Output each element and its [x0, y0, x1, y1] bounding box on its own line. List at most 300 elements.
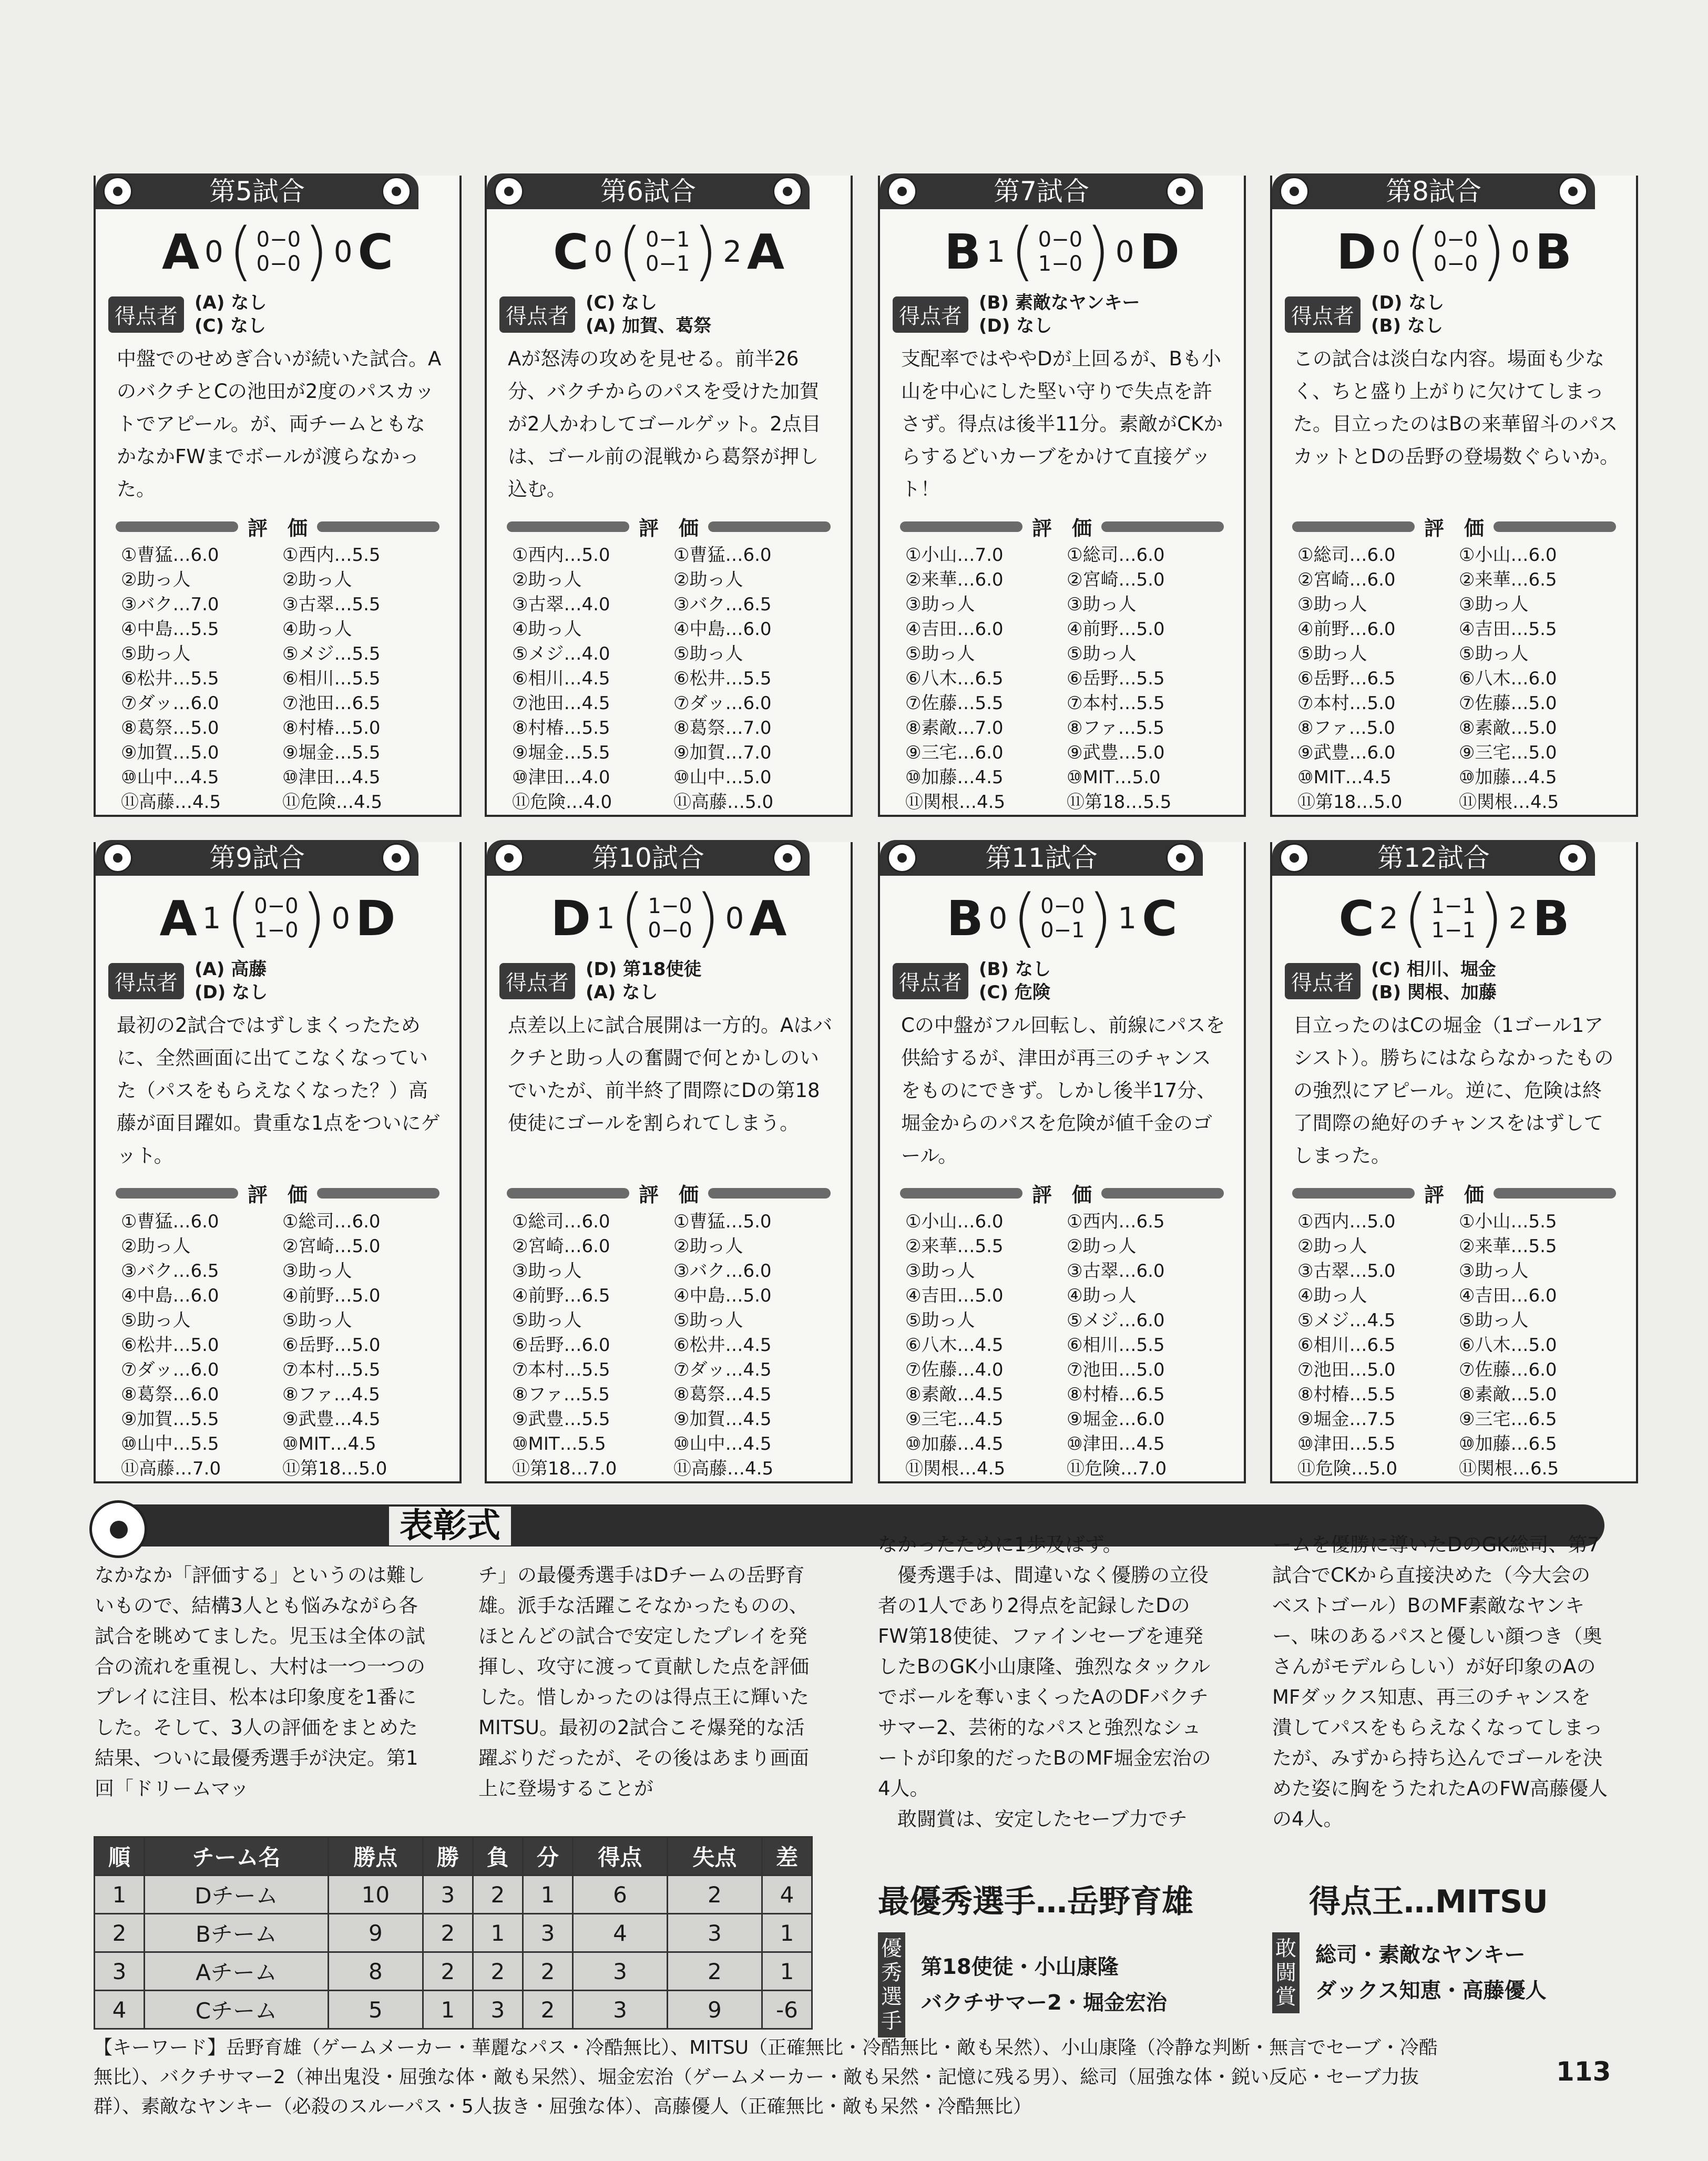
match-title: 第8試合: [1386, 176, 1481, 207]
rating-entry: ②宮崎…6.0: [1297, 569, 1396, 590]
team-left: B: [944, 223, 981, 280]
award-text-col4: ームを優勝に導いたDのGK総司、第7試合でCKから直接決めた（今大会のベストゴール）BのMF素敵なヤンキー、味のあるパスと優しい顔つき（奥さんがモデルらしい）が好印象のAのMFダックス知恵、再三のチャンスを潰してパスをもらえなくなってしまったが、みずから持ち込んでゴールを決めた姿に胸をうたれたAのFW高藤優人の4人。: [1272, 1533, 1608, 1830]
scorer-line: (D) なし: [979, 315, 1052, 336]
table-cell: 3: [95, 1952, 145, 1991]
rating-entry: ④前野…6.5: [512, 1285, 610, 1306]
match-card: [1270, 842, 1638, 1483]
rating-entry: ⑤助っ人: [673, 643, 743, 664]
team-right: C: [1141, 890, 1178, 947]
ratings-right: [1459, 543, 1620, 815]
scorer-line: (B) なし: [1371, 315, 1443, 336]
rating-entry: ⑥岳野…6.5: [1297, 668, 1396, 689]
match-summary: Aが怒涛の攻めを見せる。前半26分、バクチからのパスを受けた加賀が2人かわしてゴールゲット。2点目は、ゴール前の混戦から葛祭が押し込む。: [508, 347, 821, 500]
evaluation-heading: 評 価: [891, 512, 1233, 541]
scorer-line: (B) 素敵なヤンキー: [979, 292, 1140, 313]
goals-left: 0: [204, 234, 223, 269]
rating-entry: ⑦ダッ…6.0: [673, 693, 772, 714]
standings-table: [94, 1836, 813, 2030]
rating-entry: ②宮崎…6.0: [512, 1236, 610, 1257]
rating-entry: ⑥相川…4.5: [512, 668, 610, 689]
table-cell: 10: [328, 1876, 423, 1914]
evaluation-heading: 評 価: [891, 1179, 1233, 1207]
table-cell: 2: [473, 1876, 523, 1914]
table-cell: 2: [95, 1914, 145, 1952]
rating-entry: ②宮崎…5.0: [282, 1236, 381, 1257]
rating-entry: ④中島…5.0: [673, 1285, 772, 1306]
table-row: [95, 1991, 812, 2029]
match-title: 第12試合: [1377, 843, 1490, 873]
rating-entry: ①西内…6.5: [1067, 1211, 1165, 1232]
evaluation-heading: 評 価: [106, 1179, 449, 1207]
table-cell: 1: [523, 1876, 572, 1914]
half-scores: [1431, 894, 1475, 943]
rating-entry: ①曹猛…5.0: [673, 1211, 772, 1232]
scorer-line: (A) なし: [195, 292, 267, 313]
rating-entry: ①小山…7.0: [905, 545, 1004, 566]
table-cell: 3: [667, 1914, 762, 1952]
table-row: [95, 1914, 812, 1952]
rating-entry: ⑦本村…5.5: [512, 1359, 610, 1380]
second-half-score: 1−0: [254, 918, 299, 943]
table-cell: Dチーム: [145, 1876, 329, 1914]
rating-entry: ⑤メジ…4.5: [1297, 1310, 1396, 1331]
team-left: D: [550, 890, 591, 947]
rating-entry: ⑨武豊…4.5: [282, 1409, 381, 1430]
rating-entry: ④助っ人: [512, 619, 582, 640]
rating-entry: ⑦本村…5.0: [1297, 693, 1396, 714]
ratings-right: [282, 1210, 444, 1481]
rating-entry: ②来華…6.5: [1459, 569, 1557, 590]
rating-entry: ⑧素敵…7.0: [905, 718, 1004, 739]
match-summary: 中盤でのせめぎ合いが続いた試合。AのバクチとCの池田が2度のパスカットでアピール。が、両チームともなかなかFWまでボールが渡らなかった。: [117, 347, 442, 500]
standings-header-cell: 順: [95, 1837, 145, 1876]
rating-entry: ⑧葛祭…4.5: [673, 1384, 772, 1405]
rating-entry: ⑨武豊…5.0: [1067, 742, 1165, 763]
ratings-left: [121, 1210, 282, 1481]
second-half-score: 1−1: [1431, 918, 1476, 943]
evaluation-heading: 評 価: [1283, 1179, 1625, 1207]
table-cell: 2: [423, 1914, 473, 1952]
table-cell: Aチーム: [145, 1952, 329, 1991]
second-half-score: 0−0: [648, 918, 692, 943]
rating-entry: ⑤助っ人: [1067, 643, 1137, 664]
scorers-label: 得点者: [108, 296, 184, 333]
rating-entry: ⑪危険…7.0: [1067, 1458, 1167, 1479]
match-title: 第10試合: [592, 843, 704, 873]
rating-entry: ⑦佐藤…5.5: [905, 693, 1004, 714]
rating-entry: ①西内…5.0: [512, 545, 610, 566]
rating-entry: ⑩津田…4.0: [512, 767, 610, 788]
match-title: 第6試合: [600, 176, 696, 207]
first-half-score: 0−0: [254, 894, 299, 918]
rating-entry: ⑪危険…4.0: [512, 792, 612, 813]
rating-entry: ⑨三宅…5.0: [1459, 742, 1557, 763]
match-score: A 1 ( 0−0 1−0 ) 0 D: [159, 882, 396, 955]
rating-entry: ①小山…6.0: [905, 1211, 1004, 1232]
match-summary: 支配率ではややDが上回るが、Bも小山を中心にした堅い守りで失点を許さず。得点は後半11分。素敵がCKからするどいカーブをかけて直接ゲット！: [901, 347, 1223, 500]
rating-entry: ⑥岳野…5.5: [1067, 668, 1165, 689]
rating-entry: ⑪関根…4.5: [905, 1458, 1006, 1479]
match-header: [487, 176, 851, 212]
match-header: [487, 842, 851, 879]
first-half-score: 0−0: [256, 228, 301, 252]
rating-entry: ①曹猛…6.0: [673, 545, 772, 566]
half-scores: [257, 228, 301, 276]
evaluation-heading: 評 価: [497, 1179, 840, 1207]
half-scores: [648, 894, 692, 943]
rating-entry: ⑧ファ…4.5: [282, 1384, 380, 1405]
rating-entry: ⑪第18…5.0: [282, 1458, 387, 1479]
table-row: [95, 1876, 812, 1914]
rating-entry: ⑪第18…5.0: [1297, 792, 1403, 813]
match-score: C 2 ( 1−1 1−1 ) 2 B: [1338, 882, 1570, 955]
rating-entry: ⑨三宅…6.5: [1459, 1409, 1557, 1430]
rating-entry: ⑨堀金…7.5: [1297, 1409, 1396, 1430]
table-cell: 3: [523, 1914, 572, 1952]
player-ratings: [880, 1210, 1244, 1481]
rating-entry: ④助っ人: [1067, 1285, 1137, 1306]
rating-entry: ⑩山中…4.5: [673, 1433, 772, 1455]
scorers: [1285, 291, 1636, 337]
rating-entry: ⑪危険…4.5: [282, 792, 383, 813]
goals-right: 0: [725, 901, 744, 936]
rating-entry: ③古翠…5.0: [1297, 1261, 1396, 1282]
rating-entry: ⑥松井…5.0: [121, 1335, 219, 1356]
rating-entry: ②助っ人: [121, 1236, 191, 1257]
rating-entry: ②来華…5.5: [1459, 1236, 1557, 1257]
excellent-players-line: バクチサマー2・堀金宏治: [921, 1991, 1167, 2015]
scorers-label: 得点者: [499, 296, 575, 333]
rating-entry: ⑤助っ人: [905, 643, 975, 664]
rating-entry: ⑧村椿…6.5: [1067, 1384, 1165, 1405]
match-summary: Cの中盤がフル回転し、前線にパスを供給するが、津田が再三のチャンスをものにできず。しかし後半17分、堀金からのパスを危険が値千金のゴール。: [901, 1014, 1225, 1167]
soccer-ball-icon: [1280, 843, 1309, 873]
ratings-right: [1067, 1210, 1228, 1481]
scorer-line: (C) なし: [586, 292, 657, 313]
half-scores: [646, 228, 690, 276]
rating-entry: ⑦本村…5.5: [1067, 693, 1165, 714]
rating-entry: ⑪高藤…4.5: [673, 1458, 774, 1479]
goals-left: 1: [596, 901, 615, 936]
scorers: [893, 958, 1244, 1004]
player-ratings: [1272, 1210, 1636, 1481]
match-header: [880, 842, 1244, 879]
rating-entry: ⑨堀金…5.5: [282, 742, 381, 763]
rating-entry: ③助っ人: [282, 1261, 352, 1282]
goals-left: 0: [988, 901, 1008, 936]
scorer-line: (B) なし: [979, 959, 1051, 980]
rating-entry: ⑧素敵…5.0: [1459, 1384, 1557, 1405]
topscorer-title: 得点王…MITSU: [1309, 1883, 1548, 1920]
rating-entry: ⑤メジ…6.0: [1067, 1310, 1165, 1331]
rating-entry: ⑧ファ…5.0: [1297, 718, 1395, 739]
match-summary: この試合は淡白な内容。場面も少なく、ちと盛り上がりに欠けてしまった。目立ったのはBの来華留斗のパスカットとDの岳野の登場数ぐらいか。: [1293, 347, 1620, 468]
team-right: A: [749, 890, 787, 947]
table-cell: 2: [667, 1876, 762, 1914]
rating-entry: ③助っ人: [512, 1261, 582, 1282]
award-title: 表彰式: [389, 1507, 511, 1545]
ratings-right: [673, 543, 835, 815]
rating-entry: ②宮崎…5.0: [1067, 569, 1165, 590]
rating-entry: ⑧葛祭…7.0: [673, 718, 772, 739]
scorer-line: (A) 高藤: [195, 959, 267, 980]
match-summary: 点差以上に試合展開は一方的。Aはバクチと助っ人の奮闘で何とかしのいでいたが、前半終了間際にDの第18使徒にゴールを割られてしまう。: [508, 1014, 833, 1134]
table-cell: 2: [523, 1991, 572, 2029]
goals-left: 0: [594, 234, 613, 269]
scorers: [499, 958, 851, 1004]
ratings-left: [512, 1210, 673, 1481]
rating-entry: ⑪高藤…5.0: [673, 792, 774, 813]
scorers-label: 得点者: [1285, 296, 1361, 333]
scorers-label: 得点者: [499, 963, 575, 999]
scorer-line: (A) 加賀、葛祭: [586, 315, 712, 336]
first-half-score: 1−0: [648, 894, 692, 918]
team-left: B: [946, 890, 984, 947]
team-right: D: [355, 890, 396, 947]
rating-entry: ⑦佐藤…5.0: [1459, 693, 1557, 714]
rating-entry: ②助っ人: [1067, 1236, 1137, 1257]
rating-entry: ⑨加賀…7.0: [673, 742, 772, 763]
rating-entry: ①小山…6.0: [1459, 545, 1557, 566]
scorers: [108, 958, 459, 1004]
match-header: [96, 176, 459, 212]
rating-entry: ④助っ人: [1297, 1285, 1367, 1306]
rating-entry: ⑧村椿…5.5: [1297, 1384, 1396, 1405]
soccer-ball-icon: [1166, 843, 1195, 873]
rating-entry: ⑦池田…5.0: [1067, 1359, 1165, 1380]
soccer-ball-icon: [1558, 177, 1588, 206]
rating-entry: ⑥相川…6.5: [1297, 1335, 1396, 1356]
team-right: C: [357, 223, 394, 280]
fighting-spirit-line: ダックス知恵・高藤優人: [1315, 1979, 1547, 2003]
rating-entry: ⑤助っ人: [1297, 643, 1367, 664]
rating-entry: ④中島…6.0: [121, 1285, 219, 1306]
rating-entry: ②助っ人: [673, 569, 743, 590]
soccer-ball-icon: [103, 177, 132, 206]
rating-entry: ④吉田…5.0: [905, 1285, 1004, 1306]
rating-entry: ⑤メジ…4.0: [512, 643, 610, 664]
table-cell: 2: [523, 1952, 572, 1991]
scorer-line: (D) なし: [1371, 292, 1445, 313]
rating-entry: ⑧葛祭…6.0: [121, 1384, 219, 1405]
rating-entry: ⑪高藤…4.5: [121, 792, 221, 813]
rating-entry: ③助っ人: [905, 594, 975, 615]
rating-entry: ①西内…5.0: [1297, 1211, 1396, 1232]
table-cell: 4: [572, 1914, 667, 1952]
rating-entry: ③バク…7.0: [121, 594, 219, 615]
rating-entry: ⑨加賀…5.0: [121, 742, 219, 763]
match-score: D 0 ( 0−0 0−0 ) 0 B: [1336, 215, 1572, 288]
rating-entry: ⑤助っ人: [121, 1310, 191, 1331]
rating-entry: ⑨武豊…6.0: [1297, 742, 1396, 763]
match-card: [878, 842, 1246, 1483]
rating-entry: ⑩MIT…4.5: [282, 1433, 376, 1455]
rating-entry: ⑪高藤…7.0: [121, 1458, 221, 1479]
rating-entry: ⑪関根…4.5: [905, 792, 1006, 813]
rating-entry: ⑧葛祭…5.0: [121, 718, 219, 739]
mvp-title: 最優秀選手…岳野育雄: [878, 1883, 1193, 1920]
soccer-ball-icon: [382, 177, 411, 206]
keywords: 【キーワード】岳野育雄（ゲームメーカー・華麗なパス・冷酷無比）、MITSU（正確無比・冷酷無比・敵も呆然）、小山康隆（冷静な判断・無言でセーブ・冷酷無比）、バクチサマー2（神出鬼没・屈強な体・敵も呆然）、堀金宏治（ゲームメーカー・敵も呆然・記憶に残る男）、総司（屈強な体・鋭い反応・セーブ力抜群）、素敵なヤンキー（必殺のスルーパス・5人抜き・屈強な体）、高藤優人（正確無比・敵も呆然・冷酷無比）: [94, 2037, 1438, 2117]
second-half-score: 0−0: [256, 252, 301, 276]
rating-entry: ⑨三宅…4.5: [905, 1409, 1004, 1430]
rating-entry: ④吉田…5.5: [1459, 619, 1557, 640]
match-score: B 1 ( 0−0 1−0 ) 0 D: [944, 215, 1180, 288]
rating-entry: ⑪危険…5.0: [1297, 1458, 1398, 1479]
rating-entry: ⑦佐藤…4.0: [905, 1359, 1004, 1380]
player-ratings: [96, 543, 459, 815]
rating-entry: ④吉田…6.0: [1459, 1285, 1557, 1306]
rating-entry: ①総司…6.0: [282, 1211, 381, 1232]
rating-entry: ④中島…6.0: [673, 619, 772, 640]
scorers-label: 得点者: [893, 963, 968, 999]
rating-entry: ⑧素敵…5.0: [1459, 718, 1557, 739]
match-score: B 0 ( 0−0 0−1 ) 1 C: [946, 882, 1178, 955]
first-half-score: 1−1: [1431, 894, 1476, 918]
rating-entry: ⑧ファ…5.5: [1067, 718, 1164, 739]
rating-entry: ③助っ人: [905, 1261, 975, 1282]
team-right: B: [1535, 223, 1572, 280]
table-cell: 9: [328, 1914, 423, 1952]
evaluation-heading: 評 価: [497, 512, 840, 541]
rating-entry: ⑩MIT…4.5: [1297, 767, 1392, 788]
rating-entry: ③古翠…6.0: [1067, 1261, 1165, 1282]
table-cell: 3: [423, 1876, 473, 1914]
rating-entry: ⑨加賀…5.5: [121, 1409, 219, 1430]
table-cell: 8: [328, 1952, 423, 1991]
soccer-ball-icon: [887, 177, 917, 206]
rating-entry: ⑥八木…4.5: [905, 1335, 1004, 1356]
table-cell: 1: [423, 1991, 473, 2029]
rating-entry: ⑩津田…4.5: [1067, 1433, 1165, 1455]
rating-entry: ⑤助っ人: [1459, 1310, 1529, 1331]
standings-header-cell: 勝点: [328, 1837, 423, 1876]
match-card: [94, 842, 462, 1483]
table-cell: 3: [572, 1991, 667, 2029]
topscorer-box: [1272, 1877, 1609, 2013]
rating-entry: ③バク…6.0: [673, 1261, 772, 1282]
rating-entry: ②助っ人: [121, 569, 191, 590]
standings-header-cell: 負: [473, 1837, 523, 1876]
award-text-col2: チ」の最優秀選手はDチームの岳野育雄。派手な活躍こそなかったものの、ほとんどの試合で安定したプレイを発揮し、攻守に渡って貢献した点を評価した。惜しかったのは得点王に輝いたMITSU。最初の2試合こそ爆発的な活躍ぶりだったが、その後はあまり画面上に登場することが: [478, 1564, 809, 1800]
rating-entry: ③バク…6.5: [121, 1261, 219, 1282]
rating-entry: ②助っ人: [282, 569, 352, 590]
rating-entry: ⑥松井…5.5: [121, 668, 219, 689]
goals-right: 1: [1118, 901, 1137, 936]
match-card: [485, 176, 853, 817]
rating-entry: ⑥八木…6.0: [1459, 668, 1557, 689]
table-cell: 9: [667, 1991, 762, 2029]
match-summary: 最初の2試合ではずしまくったために、全然画面に出てこなくなっていた（パスをもらえなくなった？）高藤が面目躍如。貴重な1点をついにゲット。: [117, 1014, 441, 1167]
rating-entry: ⑦佐藤…6.0: [1459, 1359, 1557, 1380]
match-card: [1270, 176, 1638, 817]
standings-header-cell: 失点: [667, 1837, 762, 1876]
team-left: A: [159, 890, 197, 947]
rating-entry: ③助っ人: [1067, 594, 1137, 615]
rating-entry: ③古翠…4.0: [512, 594, 610, 615]
player-ratings: [880, 543, 1244, 815]
rating-entry: ⑨堀金…5.5: [512, 742, 610, 763]
goals-right: 0: [331, 901, 351, 936]
first-half-score: 0−1: [645, 228, 690, 252]
match-score: D 1 ( 1−0 0−0 ) 0 A: [550, 882, 787, 955]
soccer-ball-icon: [773, 843, 802, 873]
rating-entry: ⑧素敵…4.5: [905, 1384, 1004, 1405]
match-summary: 目立ったのはCの堀金（1ゴール1アシスト）。勝ちにはならなかったものの強烈にアピール。逆に、危険は終了間際の絶好のチャンスをはずしてしまった。: [1293, 1014, 1614, 1167]
match-card: [94, 176, 462, 817]
soccer-ball-icon: [887, 843, 917, 873]
match-title: 第7試合: [994, 176, 1089, 207]
goals-right: 0: [1115, 234, 1134, 269]
match-header: [1272, 842, 1636, 879]
fighting-spirit-label: 敢闘賞: [1272, 1932, 1300, 2013]
rating-entry: ⑩津田…4.5: [282, 767, 381, 788]
scorer-line: (D) なし: [195, 982, 268, 1003]
scorer-line: (C) なし: [195, 315, 266, 336]
soccer-ball-icon: [1280, 177, 1309, 206]
rating-entry: ⑩加藤…6.5: [1459, 1433, 1557, 1455]
rating-entry: ④中島…5.5: [121, 619, 219, 640]
excellent-players-label: 優秀選手: [878, 1932, 905, 2037]
rating-entry: ⑦池田…6.5: [282, 693, 381, 714]
soccer-ball-icon: [494, 177, 524, 206]
rating-entry: ①西内…5.5: [282, 545, 381, 566]
rating-entry: ⑥八木…6.5: [905, 668, 1004, 689]
rating-entry: ⑪関根…6.5: [1459, 1458, 1559, 1479]
ratings-left: [905, 543, 1067, 815]
scorer-line: (A) なし: [586, 982, 658, 1003]
soccer-ball-icon: [1558, 843, 1588, 873]
half-scores: [1040, 894, 1085, 943]
rating-entry: ①曹猛…6.0: [121, 545, 219, 566]
ratings-right: [673, 1210, 835, 1481]
ratings-right: [1459, 1210, 1620, 1481]
rating-entry: ⑨武豊…5.5: [512, 1409, 610, 1430]
rating-entry: ①総司…6.0: [512, 1211, 610, 1232]
rating-entry: ④吉田…6.0: [905, 619, 1004, 640]
rating-entry: ②助っ人: [512, 569, 582, 590]
rating-entry: ①小山…5.5: [1459, 1211, 1557, 1232]
goals-left: 0: [1382, 234, 1401, 269]
match-score: A 0 ( 0−0 0−0 ) 0 C: [161, 215, 394, 288]
team-right: D: [1139, 223, 1180, 280]
match-header: [96, 842, 459, 879]
rating-entry: ⑩加藤…4.5: [1459, 767, 1557, 788]
excellent-players-line: 第18使徒・小山康隆: [921, 1955, 1119, 1979]
match-card: [485, 842, 853, 1483]
match-card: [878, 176, 1246, 817]
rating-entry: ⑦本村…5.5: [282, 1359, 381, 1380]
table-cell: 4: [762, 1876, 812, 1914]
team-right: B: [1532, 890, 1570, 947]
rating-entry: ⑤助っ人: [905, 1310, 975, 1331]
second-half-score: 1−0: [1038, 252, 1083, 276]
table-cell: 5: [328, 1991, 423, 2029]
rating-entry: ①総司…6.0: [1067, 545, 1165, 566]
goals-right: 2: [1508, 901, 1528, 936]
scorers: [499, 291, 851, 337]
goals-right: 2: [723, 234, 742, 269]
match-header: [880, 176, 1244, 212]
rating-entry: ⑥八木…5.0: [1459, 1335, 1557, 1356]
table-cell: 2: [473, 1952, 523, 1991]
player-ratings: [96, 1210, 459, 1481]
team-left: C: [553, 223, 589, 280]
rating-entry: ⑦池田…4.5: [512, 693, 610, 714]
rating-entry: ⑨三宅…6.0: [905, 742, 1004, 763]
table-cell: 3: [473, 1991, 523, 2029]
rating-entry: ⑤助っ人: [282, 1310, 352, 1331]
